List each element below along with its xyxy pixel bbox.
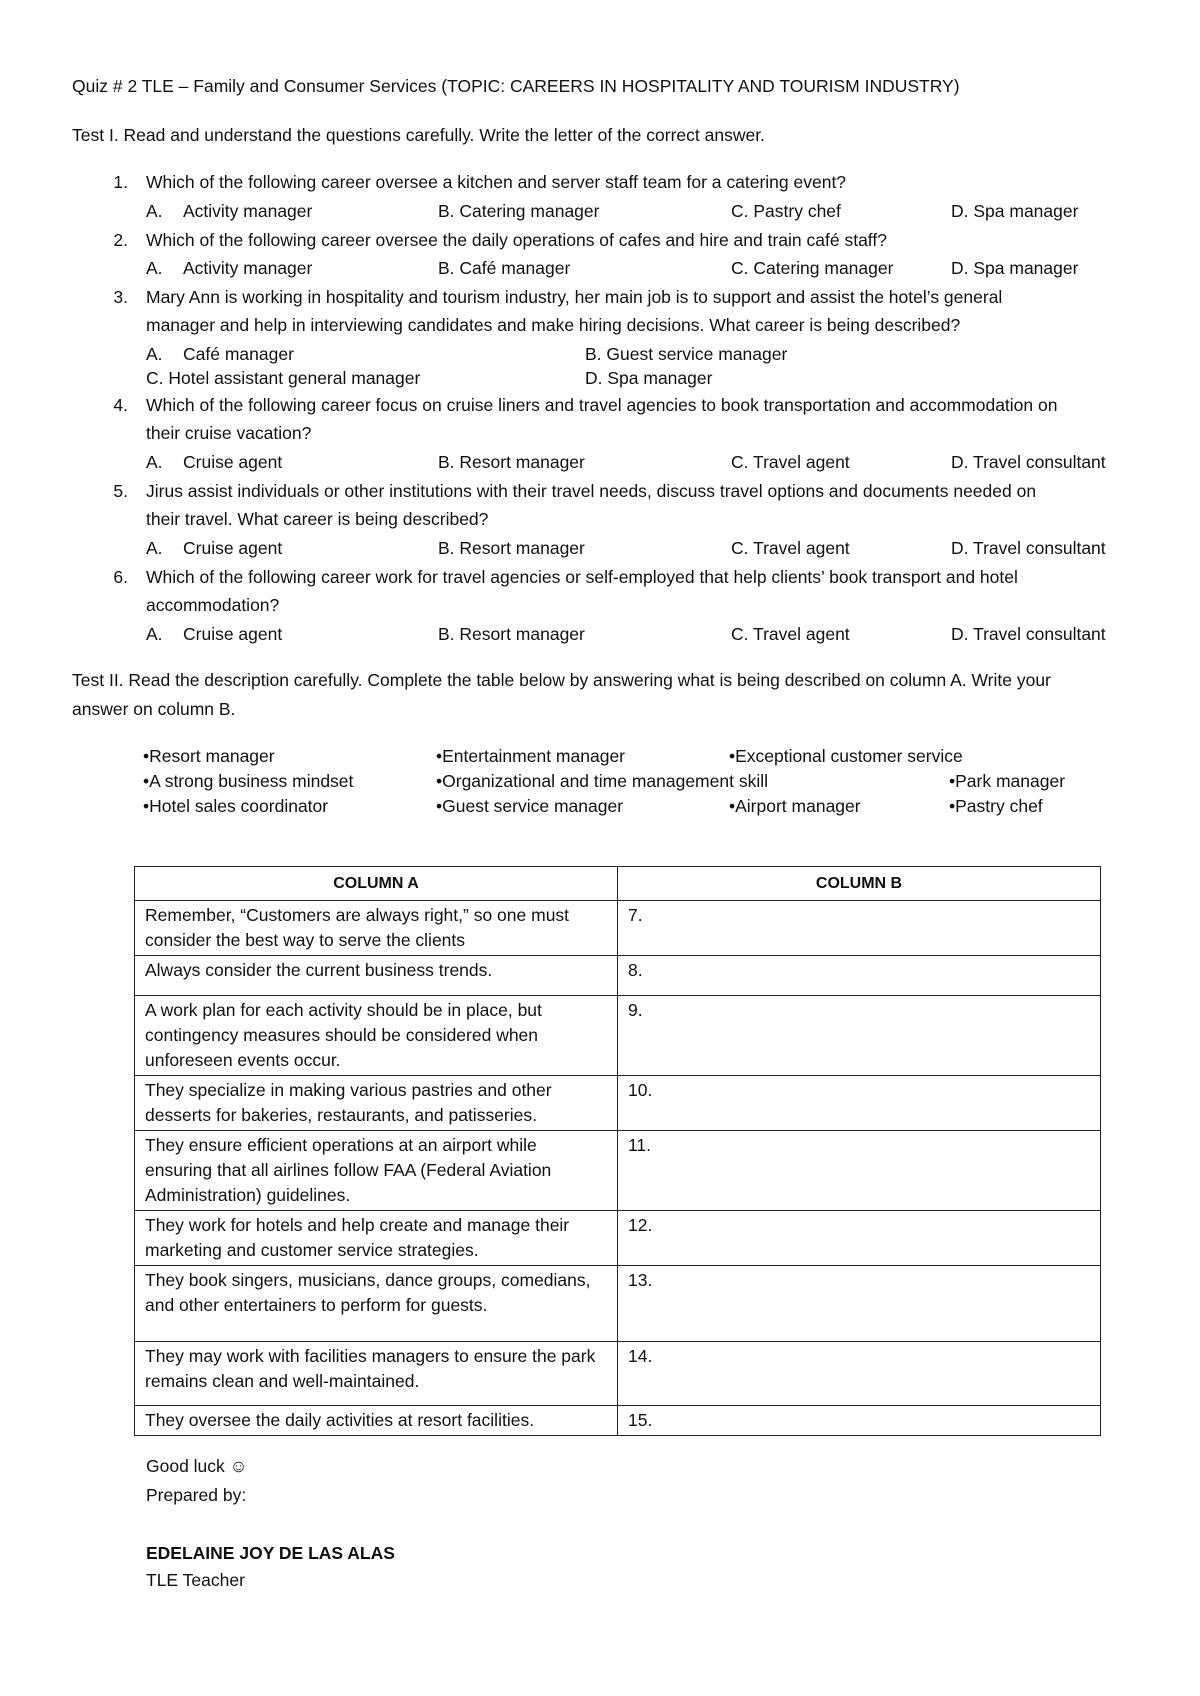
option-a: Café manager <box>183 344 294 364</box>
column-b-cell[interactable]: 11. <box>618 1131 1101 1211</box>
column-b-cell[interactable]: 9. <box>618 996 1101 1076</box>
column-a-cell: They oversee the daily activities at resort facilities. <box>135 1406 618 1436</box>
column-b-cell[interactable]: 10. <box>618 1076 1101 1131</box>
column-a-header: COLUMN A <box>135 867 618 901</box>
option-a: Cruise agent <box>183 624 283 644</box>
column-a-cell: They ensure efficient operations at an airport while ensuring that all airlines follow FAA (Federal Aviation Administration) guidelines. <box>135 1131 618 1211</box>
question-number: 3. <box>113 287 128 307</box>
option-d: D. Travel consultant <box>951 538 1106 558</box>
word-bank-item: •Hotel sales coordinator <box>143 796 329 816</box>
option-b: B. Catering manager <box>438 201 600 221</box>
column-a-cell: Remember, “Customers are always right,” so one must consider the best way to serve the clients <box>135 901 618 956</box>
question-number: 1. <box>113 172 128 192</box>
option-d: D. Spa manager <box>951 258 1079 278</box>
option-d: D. Travel consultant <box>951 452 1106 472</box>
table-row <box>135 1266 1101 1342</box>
word-bank-item: •Organizational and time management skill <box>436 771 768 791</box>
column-b-cell[interactable]: 12. <box>618 1211 1101 1266</box>
option-a: Cruise agent <box>183 452 283 472</box>
question-number: 5. <box>113 481 128 501</box>
quiz-header: Quiz # 2 TLE – Family and Consumer Services (TOPIC: CAREERS IN HOSPITALITY AND TOURISM INDUSTRY) <box>72 76 960 96</box>
option-letter: A. <box>146 538 163 558</box>
question-text: Mary Ann is working in hospitality and tourism industry, her main job is to support and assist the hotel’s general <box>146 287 1003 307</box>
column-a-cell: Always consider the current business trends. <box>135 956 618 996</box>
option-b: B. Café manager <box>438 258 571 278</box>
option-d: D. Spa manager <box>585 368 713 388</box>
table-row <box>135 1211 1101 1266</box>
option-b: B. Resort manager <box>438 538 585 558</box>
test1-instruction: Test I. Read and understand the questions carefully. Write the letter of the correct answer. <box>72 125 765 145</box>
table-row <box>135 901 1101 956</box>
option-letter: A. <box>146 624 163 644</box>
option-c: C. Travel agent <box>731 452 850 472</box>
question-text: Which of the following career focus on cruise liners and travel agencies to book transportation and accommodation on <box>146 395 1058 415</box>
option-letter: A. <box>146 201 163 221</box>
test2-instruction-line: Test II. Read the description carefully. Complete the table below by answering what is being described on column A. Write your <box>72 670 1051 690</box>
table-row <box>135 1342 1101 1406</box>
column-a-cell: A work plan for each activity should be in place, but contingency measures should be considered when unforeseen events occur. <box>135 996 618 1076</box>
word-bank-item: •Exceptional customer service <box>729 746 963 766</box>
option-a: Cruise agent <box>183 538 283 558</box>
question-text: accommodation? <box>146 595 280 615</box>
word-bank-item: •Airport manager <box>729 796 861 816</box>
table-row <box>135 996 1101 1076</box>
question-text: Jirus assist individuals or other institutions with their travel needs, discuss travel options and documents needed on <box>146 481 1037 501</box>
column-a-cell: They specialize in making various pastries and other desserts for bakeries, restaurants, and patisseries. <box>135 1076 618 1131</box>
question-number: 4. <box>113 395 128 415</box>
question-text: their travel. What career is being described? <box>146 509 489 529</box>
column-b-cell[interactable]: 13. <box>618 1266 1101 1342</box>
option-c: C. Hotel assistant general manager <box>146 368 421 388</box>
question-number: 6. <box>113 567 128 587</box>
test2-instruction <box>72 666 1051 724</box>
prepared-by-label: Prepared by: <box>146 1485 247 1505</box>
table-row <box>135 956 1101 996</box>
column-b-cell[interactable]: 14. <box>618 1342 1101 1406</box>
option-letter: A. <box>146 452 163 472</box>
question-text: Which of the following career oversee the daily operations of cafes and hire and train café staff? <box>146 230 887 250</box>
option-c: C. Travel agent <box>731 624 850 644</box>
table-row <box>135 1076 1101 1131</box>
column-b-cell[interactable]: 7. <box>618 901 1101 956</box>
column-b-cell[interactable]: 15. <box>618 1406 1101 1436</box>
option-a: Activity manager <box>183 258 313 278</box>
option-b: B. Resort manager <box>438 452 585 472</box>
table-row <box>135 1406 1101 1436</box>
option-letter: A. <box>146 344 163 364</box>
question-text: Which of the following career work for travel agencies or self-employed that help clients’ book transport and hotel <box>146 567 1018 587</box>
column-a-cell: They work for hotels and help create and manage their marketing and customer service strategies. <box>135 1211 618 1266</box>
column-a-cell: They book singers, musicians, dance groups, comedians, and other entertainers to perform for guests. <box>135 1266 618 1342</box>
question-text: their cruise vacation? <box>146 423 312 443</box>
column-b-header: COLUMN B <box>618 867 1101 901</box>
word-bank-item: •Guest service manager <box>436 796 624 816</box>
question-text: manager and help in interviewing candidates and make hiring decisions. What career is being described? <box>146 315 961 335</box>
option-a: Activity manager <box>183 201 313 221</box>
option-b: B. Guest service manager <box>585 344 788 364</box>
option-letter: A. <box>146 258 163 278</box>
column-b-cell[interactable]: 8. <box>618 956 1101 996</box>
option-d: D. Spa manager <box>951 201 1079 221</box>
table-header-row <box>135 867 1101 901</box>
table-row <box>135 1131 1101 1211</box>
option-c: C. Pastry chef <box>731 201 841 221</box>
word-bank-item: •A strong business mindset <box>143 771 354 791</box>
test2-instruction-line: answer on column B. <box>72 699 236 719</box>
word-bank-item: •Resort manager <box>143 746 275 766</box>
option-c: C. Catering manager <box>731 258 894 278</box>
teacher-name: EDELAINE JOY DE LAS ALAS <box>146 1543 395 1563</box>
answer-table <box>134 866 1101 1436</box>
word-bank-item: •Park manager <box>949 771 1066 791</box>
word-bank-item: •Entertainment manager <box>436 746 626 766</box>
question-text: Which of the following career oversee a kitchen and server staff team for a catering event? <box>146 172 847 192</box>
column-a-cell: They may work with facilities managers to ensure the park remains clean and well-maintained. <box>135 1342 618 1406</box>
option-c: C. Travel agent <box>731 538 850 558</box>
teacher-role: TLE Teacher <box>146 1570 245 1590</box>
good-luck-text: Good luck ☺ <box>146 1456 248 1476</box>
option-b: B. Resort manager <box>438 624 585 644</box>
word-bank-item: •Pastry chef <box>949 796 1043 816</box>
option-d: D. Travel consultant <box>951 624 1106 644</box>
question-number: 2. <box>113 230 128 250</box>
